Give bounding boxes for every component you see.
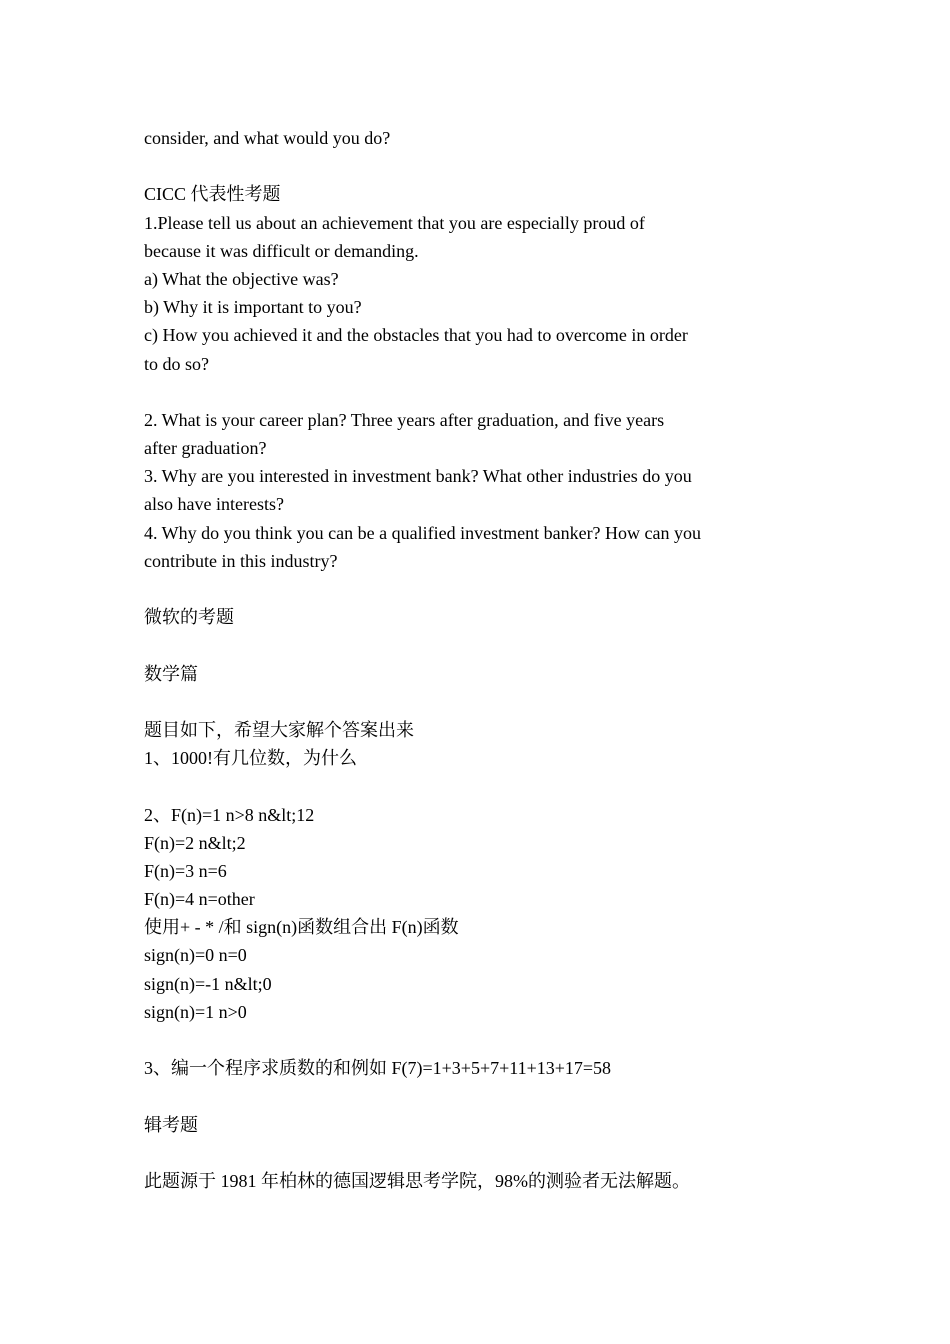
question-2-cont: after graduation? xyxy=(144,438,267,459)
math-question-2-line: F(n)=3 n=6 xyxy=(144,860,227,881)
blank-line xyxy=(144,631,764,659)
blank-line xyxy=(144,772,764,800)
blank-line xyxy=(144,575,764,603)
section-heading-microsoft: 微软的考题 xyxy=(144,607,234,628)
question-1a: a) What the objective was? xyxy=(144,268,339,289)
question-4: 4. Why do you think you can be a qualified investment banker? How can you xyxy=(144,522,702,543)
math-intro: 题目如下，希望大家解个答案出来 xyxy=(144,719,414,740)
math-question-2-line: F(n)=2 n&lt;2 xyxy=(144,832,246,853)
section-heading-cicc: CICC 代表性考题 xyxy=(144,184,281,205)
text-line: consider, and what would you do? xyxy=(144,128,391,148)
math-question-2-line: 使用+ - * /和 sign(n)函数组合出 F(n)函数 xyxy=(144,917,459,938)
math-question-2-line: sign(n)=-1 n&lt;0 xyxy=(144,973,272,994)
question-1-line: 1.Please tell us about an achievement that you are especially proud of xyxy=(144,212,645,233)
blank-line xyxy=(144,1139,764,1167)
question-4-cont: contribute in this industry? xyxy=(144,550,338,571)
blank-line xyxy=(144,378,764,406)
question-1-line: because it was difficult or demanding. xyxy=(144,240,419,261)
math-question-2-line: F(n)=4 n=other xyxy=(144,889,255,910)
section-heading-logic: 辑考题 xyxy=(144,1114,198,1135)
section-heading-math: 数学篇 xyxy=(144,663,198,684)
blank-line xyxy=(144,152,764,180)
document-body xyxy=(144,124,764,1195)
math-question-2: 2、F(n)=1 n>8 n&lt;12 xyxy=(144,804,315,825)
question-1c-cont: to do so? xyxy=(144,353,209,374)
math-question-2-line: sign(n)=0 n=0 xyxy=(144,945,247,966)
blank-line xyxy=(144,688,764,716)
math-question-1: 1、1000!有几位数，为什么 xyxy=(144,748,357,769)
question-3: 3. Why are you interested in investment bank? What other industries do you xyxy=(144,466,692,487)
question-2: 2. What is your career plan? Three years after graduation, and five years xyxy=(144,409,665,430)
question-1c: c) How you achieved it and the obstacles that you had to overcome in order xyxy=(144,325,688,346)
logic-intro: 此题源于 1981 年柏林的德国逻辑思考学院，98%的测验者无法解题。 xyxy=(144,1170,690,1191)
math-question-2-line: sign(n)=1 n>0 xyxy=(144,1001,247,1022)
blank-line xyxy=(144,1026,764,1054)
blank-line xyxy=(144,1082,764,1110)
math-question-3: 3、编一个程序求质数的和例如 F(7)=1+3+5+7+11+13+17=58 xyxy=(144,1058,612,1079)
question-1b: b) Why it is important to you? xyxy=(144,297,362,318)
question-3-cont: also have interests? xyxy=(144,494,284,515)
